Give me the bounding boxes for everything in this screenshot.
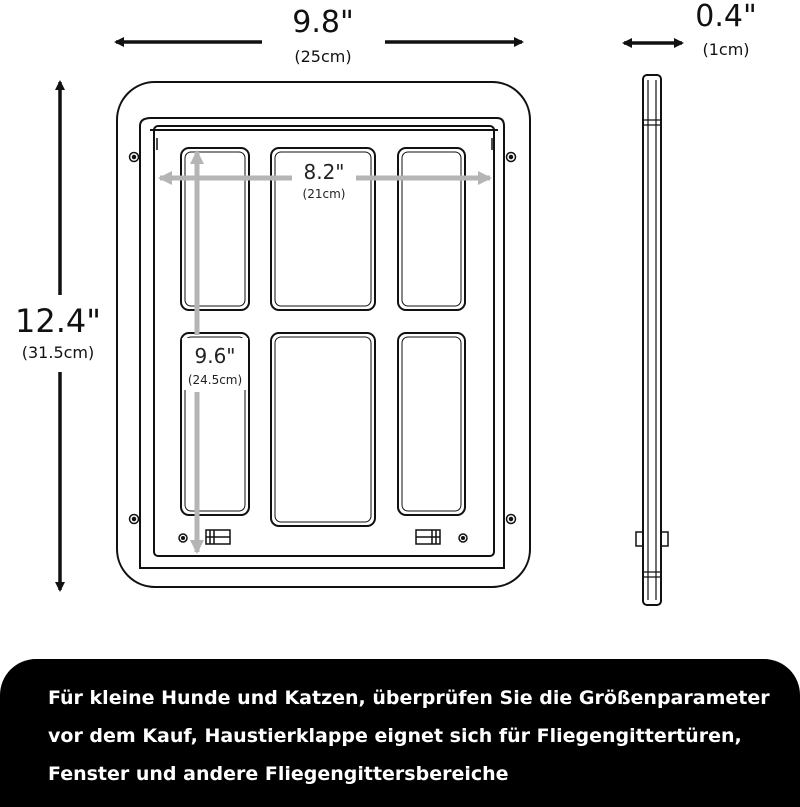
inner-height-dimension xyxy=(182,152,248,552)
caption-line-3: Fenster und andere Fliegengittersbereiche xyxy=(48,763,509,785)
height-dimension xyxy=(15,82,101,590)
pane-top-right xyxy=(398,148,465,310)
side-lock-left xyxy=(636,532,643,546)
width-imperial-label: 9.8" xyxy=(292,5,354,40)
side-lock-right xyxy=(661,532,668,546)
caption-text xyxy=(48,679,788,793)
caption-line-2: vor dem Kauf, Haustierklappe eignet sich für Fliegengittertüren, xyxy=(48,725,742,747)
inner-height-metric-label: (24.5cm) xyxy=(187,373,243,387)
depth-metric-label: (1cm) xyxy=(702,40,750,59)
width-metric-label: (25cm) xyxy=(294,47,352,66)
lock-slider-right xyxy=(416,530,440,544)
inner-width-dimension xyxy=(160,158,490,204)
outer-frame xyxy=(117,82,530,587)
depth-dimension xyxy=(624,0,757,59)
pane-top-left xyxy=(181,148,249,310)
depth-imperial-label: 0.4" xyxy=(695,0,757,34)
caption-banner xyxy=(0,659,800,807)
inner-height-imperial-label: 9.6" xyxy=(194,344,236,368)
height-metric-label: (31.5cm) xyxy=(21,343,95,362)
pane-bottom-right xyxy=(398,333,465,515)
inner-width-metric-label: (21cm) xyxy=(302,187,346,201)
pet-door-front-view xyxy=(117,82,530,587)
lock-slider-left xyxy=(206,530,230,544)
caption-line-1: Für kleine Hunde und Katzen, überprüfen Sie die Größenparameter xyxy=(48,687,770,709)
inner-width-imperial-label: 8.2" xyxy=(303,160,345,184)
pet-door-side-view xyxy=(636,75,668,605)
width-dimension xyxy=(116,5,522,66)
pane-bottom-center xyxy=(271,333,375,526)
height-imperial-label: 12.4" xyxy=(15,302,101,340)
